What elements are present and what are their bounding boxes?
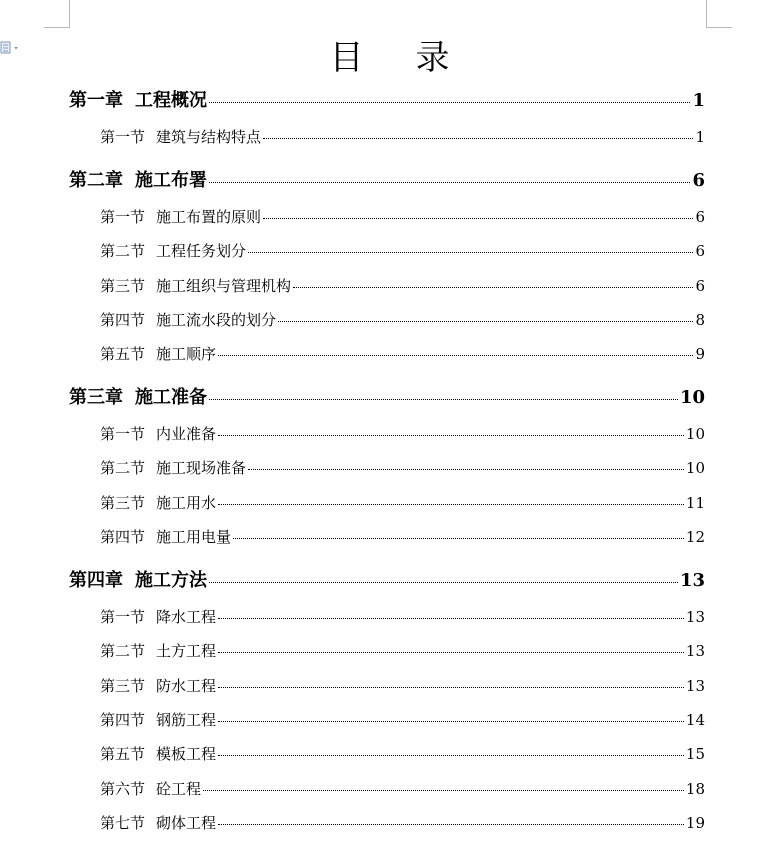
toc-dot-leader bbox=[209, 182, 690, 183]
toc-entry-title: 施工布置的原则 bbox=[156, 208, 262, 226]
toc-entry-number: 第六节 bbox=[100, 780, 146, 798]
toc-page-number: 1 bbox=[692, 90, 705, 111]
toc-entry-title: 工程概况 bbox=[135, 90, 207, 111]
toc-section-entry[interactable] bbox=[100, 675, 705, 696]
toc-dot-leader bbox=[218, 652, 684, 653]
toc-section-entry[interactable] bbox=[100, 743, 705, 764]
toc-title bbox=[0, 30, 779, 79]
toc-entry-number: 第七节 bbox=[100, 814, 146, 832]
crop-mark-right-vertical bbox=[706, 0, 707, 27]
toc-entry-number: 第四节 bbox=[100, 711, 146, 729]
toc-dot-leader bbox=[218, 824, 684, 825]
toc-section-entry[interactable] bbox=[100, 778, 705, 799]
toc-entry-title: 施工准备 bbox=[135, 387, 207, 408]
toc-dot-leader bbox=[218, 721, 684, 722]
toc-entry-title: 施工用水 bbox=[156, 494, 217, 512]
toc-dot-leader bbox=[209, 399, 678, 400]
toc-dot-leader bbox=[209, 102, 690, 103]
toc-page-number: 10 bbox=[679, 387, 705, 408]
toc-page-number: 6 bbox=[692, 170, 705, 191]
toc-entry-title: 内业准备 bbox=[156, 425, 217, 443]
toc-dot-leader bbox=[293, 287, 693, 288]
toc-title-char-1: 目 bbox=[329, 38, 364, 78]
toc-entry-number: 第一节 bbox=[100, 208, 146, 226]
toc-entry-title: 施工用电量 bbox=[156, 528, 232, 546]
toc-page-number: 6 bbox=[695, 277, 705, 295]
toc-page-number: 12 bbox=[685, 528, 705, 546]
toc-dot-leader bbox=[203, 790, 684, 791]
toc-entry-title: 建筑与结构特点 bbox=[156, 128, 262, 146]
toc-page-number: 10 bbox=[685, 459, 705, 477]
toc-entry-number: 第五节 bbox=[100, 745, 146, 763]
toc-entry-number: 第四节 bbox=[100, 311, 146, 329]
toc-entry-title: 施工流水段的划分 bbox=[156, 311, 277, 329]
toc-section-entry[interactable] bbox=[100, 640, 705, 661]
toc-entry-number: 第四章 bbox=[69, 570, 123, 591]
toc-entry-number: 第五节 bbox=[100, 345, 146, 363]
crop-mark-left-vertical bbox=[69, 0, 70, 27]
toc-section-entry[interactable] bbox=[100, 606, 705, 627]
toc-entry-number: 第二章 bbox=[69, 170, 123, 191]
toc-entry-title: 模板工程 bbox=[156, 745, 217, 763]
toc-entry-number: 第一节 bbox=[100, 608, 146, 626]
toc-dot-leader bbox=[209, 582, 678, 583]
toc-section-entry[interactable] bbox=[100, 492, 705, 513]
toc-entry-title: 降水工程 bbox=[156, 608, 217, 626]
crop-mark-right-horizontal bbox=[706, 27, 732, 28]
toc-page-number: 10 bbox=[685, 425, 705, 443]
toc-dot-leader bbox=[233, 538, 684, 539]
toc-entry-title: 砼工程 bbox=[156, 780, 202, 798]
toc-entry-title: 施工方法 bbox=[135, 570, 207, 591]
toc-dot-leader bbox=[248, 252, 693, 253]
toc-section-entry[interactable] bbox=[100, 812, 705, 833]
toc-page-number: 15 bbox=[685, 745, 705, 763]
toc-entry-number: 第三节 bbox=[100, 277, 146, 295]
toc-chapter-entry[interactable] bbox=[69, 566, 705, 592]
toc-entry-number: 第二节 bbox=[100, 459, 146, 477]
toc-section-entry[interactable] bbox=[100, 457, 705, 478]
toc-section-entry[interactable] bbox=[100, 206, 705, 227]
toc-dot-leader bbox=[218, 618, 684, 619]
toc-page-number: 9 bbox=[695, 345, 705, 363]
toc-entry-number: 第四节 bbox=[100, 528, 146, 546]
toc-section-entry[interactable] bbox=[100, 126, 705, 147]
toc-dot-leader bbox=[218, 504, 684, 505]
toc-page-number: 13 bbox=[685, 677, 705, 695]
toc-dot-leader bbox=[248, 469, 684, 470]
toc-dot-leader bbox=[263, 138, 693, 139]
toc-entry-title: 施工布署 bbox=[135, 170, 207, 191]
toc-entry-number: 第二节 bbox=[100, 642, 146, 660]
toc-dot-leader bbox=[218, 687, 684, 688]
toc-page-number: 13 bbox=[685, 642, 705, 660]
toc-page-number: 13 bbox=[685, 608, 705, 626]
toc-entry-number: 第一节 bbox=[100, 128, 146, 146]
toc-entry-title: 施工顺序 bbox=[156, 345, 217, 363]
toc-page-number: 14 bbox=[685, 711, 705, 729]
toc-section-entry[interactable] bbox=[100, 343, 705, 364]
toc-entry-title: 土方工程 bbox=[156, 642, 217, 660]
toc-entry-number: 第三节 bbox=[100, 677, 146, 695]
toc-entry-number: 第一节 bbox=[100, 425, 146, 443]
crop-mark-left-horizontal bbox=[44, 27, 70, 28]
toc-chapter-entry[interactable] bbox=[69, 166, 705, 192]
toc-page-number: 18 bbox=[685, 780, 705, 798]
toc-entry-title: 施工组织与管理机构 bbox=[156, 277, 292, 295]
toc-entry-title: 钢筋工程 bbox=[156, 711, 217, 729]
toc-section-entry[interactable] bbox=[100, 309, 705, 330]
toc-section-entry[interactable] bbox=[100, 526, 705, 547]
toc-section-entry[interactable] bbox=[100, 423, 705, 444]
toc-title-char-2: 录 bbox=[415, 38, 450, 78]
toc-entry-title: 工程任务划分 bbox=[156, 242, 247, 260]
toc-section-entry[interactable] bbox=[100, 275, 705, 296]
toc-page-number: 1 bbox=[695, 128, 705, 146]
toc-entry-number: 第二节 bbox=[100, 242, 146, 260]
toc-dot-leader bbox=[278, 321, 693, 322]
toc-chapter-entry[interactable] bbox=[69, 86, 705, 112]
toc-dot-leader bbox=[218, 355, 693, 356]
toc-entry-title: 砌体工程 bbox=[156, 814, 217, 832]
toc-chapter-entry[interactable] bbox=[69, 383, 705, 409]
toc-entry-number: 第一章 bbox=[69, 90, 123, 111]
toc-page-number: 11 bbox=[685, 494, 705, 512]
toc-entry-title: 施工现场准备 bbox=[156, 459, 247, 477]
toc-entry-number: 第三节 bbox=[100, 494, 146, 512]
toc-page-number: 19 bbox=[685, 814, 705, 832]
toc-section-entry[interactable] bbox=[100, 240, 705, 261]
toc-page-number: 6 bbox=[695, 242, 705, 260]
toc-dot-leader bbox=[263, 218, 693, 219]
toc-page-number: 13 bbox=[679, 570, 705, 591]
toc-entry-title: 防水工程 bbox=[156, 677, 217, 695]
toc-page-number: 8 bbox=[695, 311, 705, 329]
toc-section-entry[interactable] bbox=[100, 709, 705, 730]
toc-dot-leader bbox=[218, 435, 684, 436]
toc-dot-leader bbox=[218, 755, 684, 756]
toc-entry-number: 第三章 bbox=[69, 387, 123, 408]
toc-page-number: 6 bbox=[695, 208, 705, 226]
